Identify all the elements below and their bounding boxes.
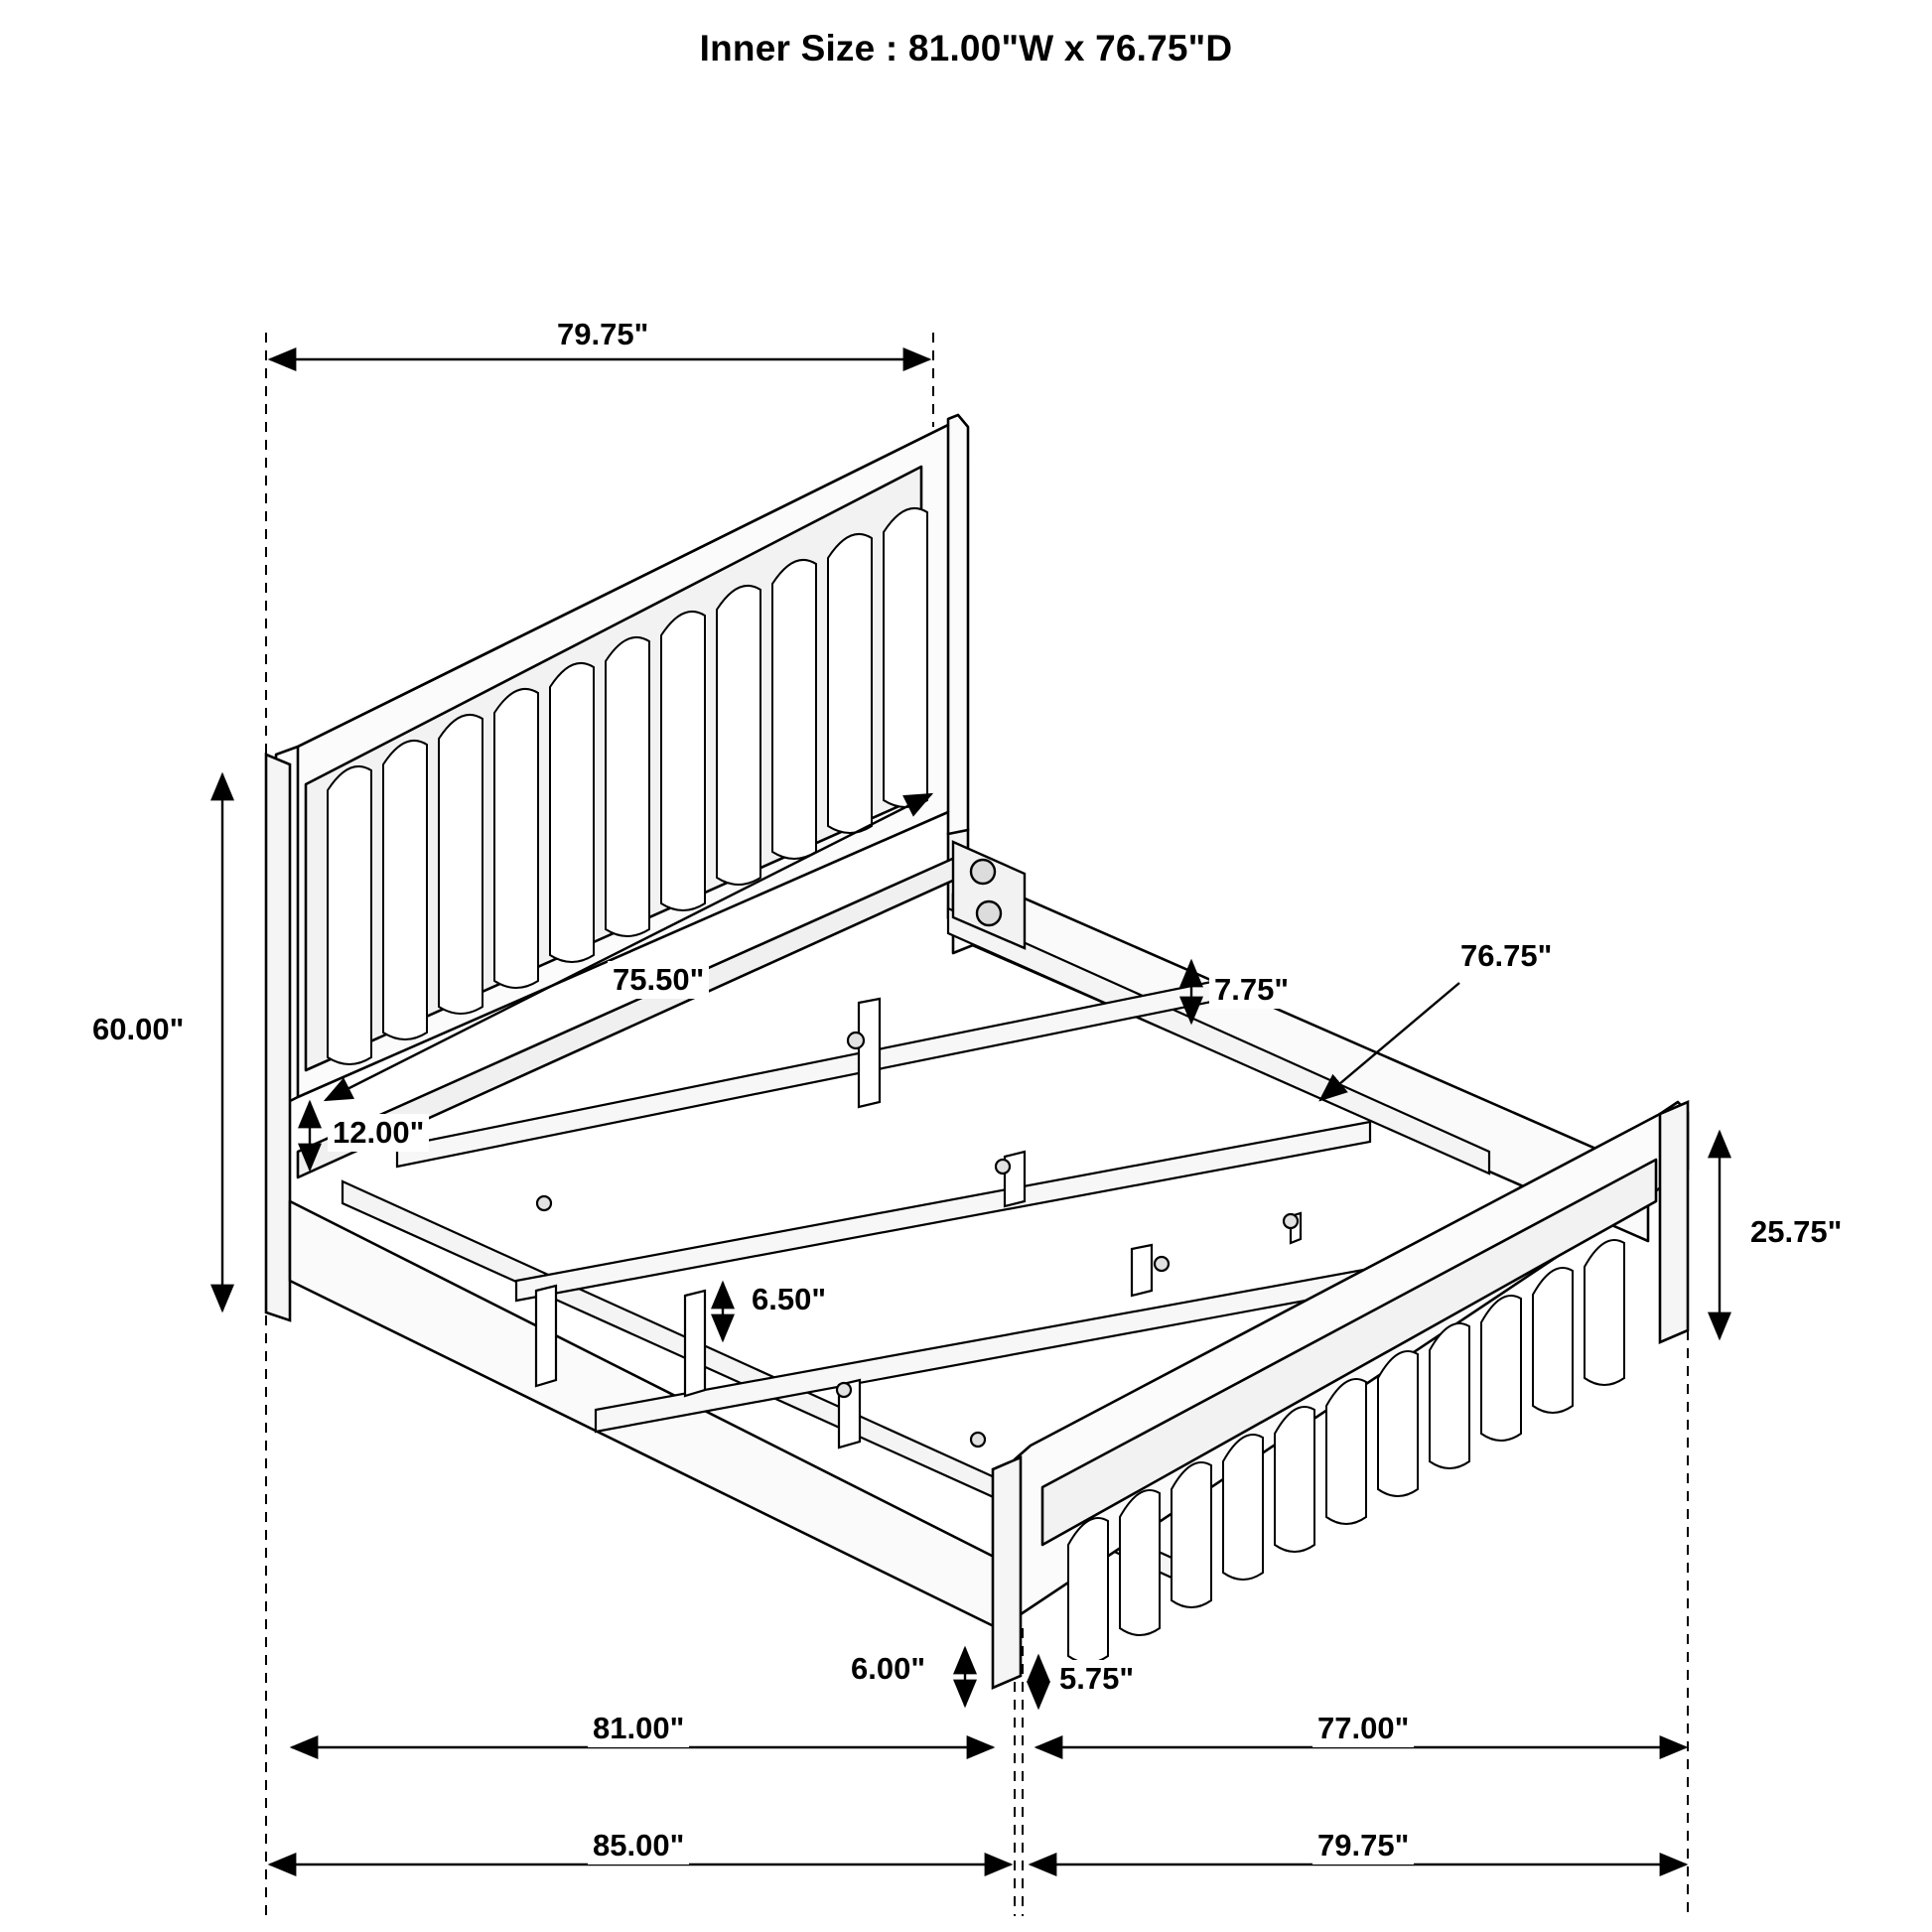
dim-label-slat-height: 6.50": [747, 1281, 831, 1318]
page-title: Inner Size : 81.00"W x 76.75"D: [699, 28, 1233, 69]
dim-label-bed-depth: 76.75": [1455, 937, 1557, 975]
dim-label-mattress-inner-width: 75.50": [608, 961, 709, 999]
dim-label-leg-height: 6.00": [846, 1650, 930, 1688]
dim-label-footboard-height: 25.75": [1745, 1213, 1847, 1251]
dim-label-headboard-clearance: 12.00": [328, 1114, 429, 1152]
dim-label-footboard-outer-width: 77.00": [1312, 1710, 1414, 1747]
dim-label-rail-drop: 7.75": [1209, 971, 1294, 1009]
dim-label-footboard-width: 79.75": [1312, 1827, 1414, 1864]
dim-label-overall-width: 81.00": [588, 1710, 689, 1747]
dim-label-overall-length: 85.00": [588, 1827, 689, 1864]
slat-system: [343, 908, 1489, 1587]
dim-label-footboard-leg-height: 5.75": [1054, 1660, 1139, 1698]
dim-label-headboard-width: 79.75": [552, 316, 653, 353]
dim-label-headboard-height-total: 60.00": [87, 1011, 189, 1048]
